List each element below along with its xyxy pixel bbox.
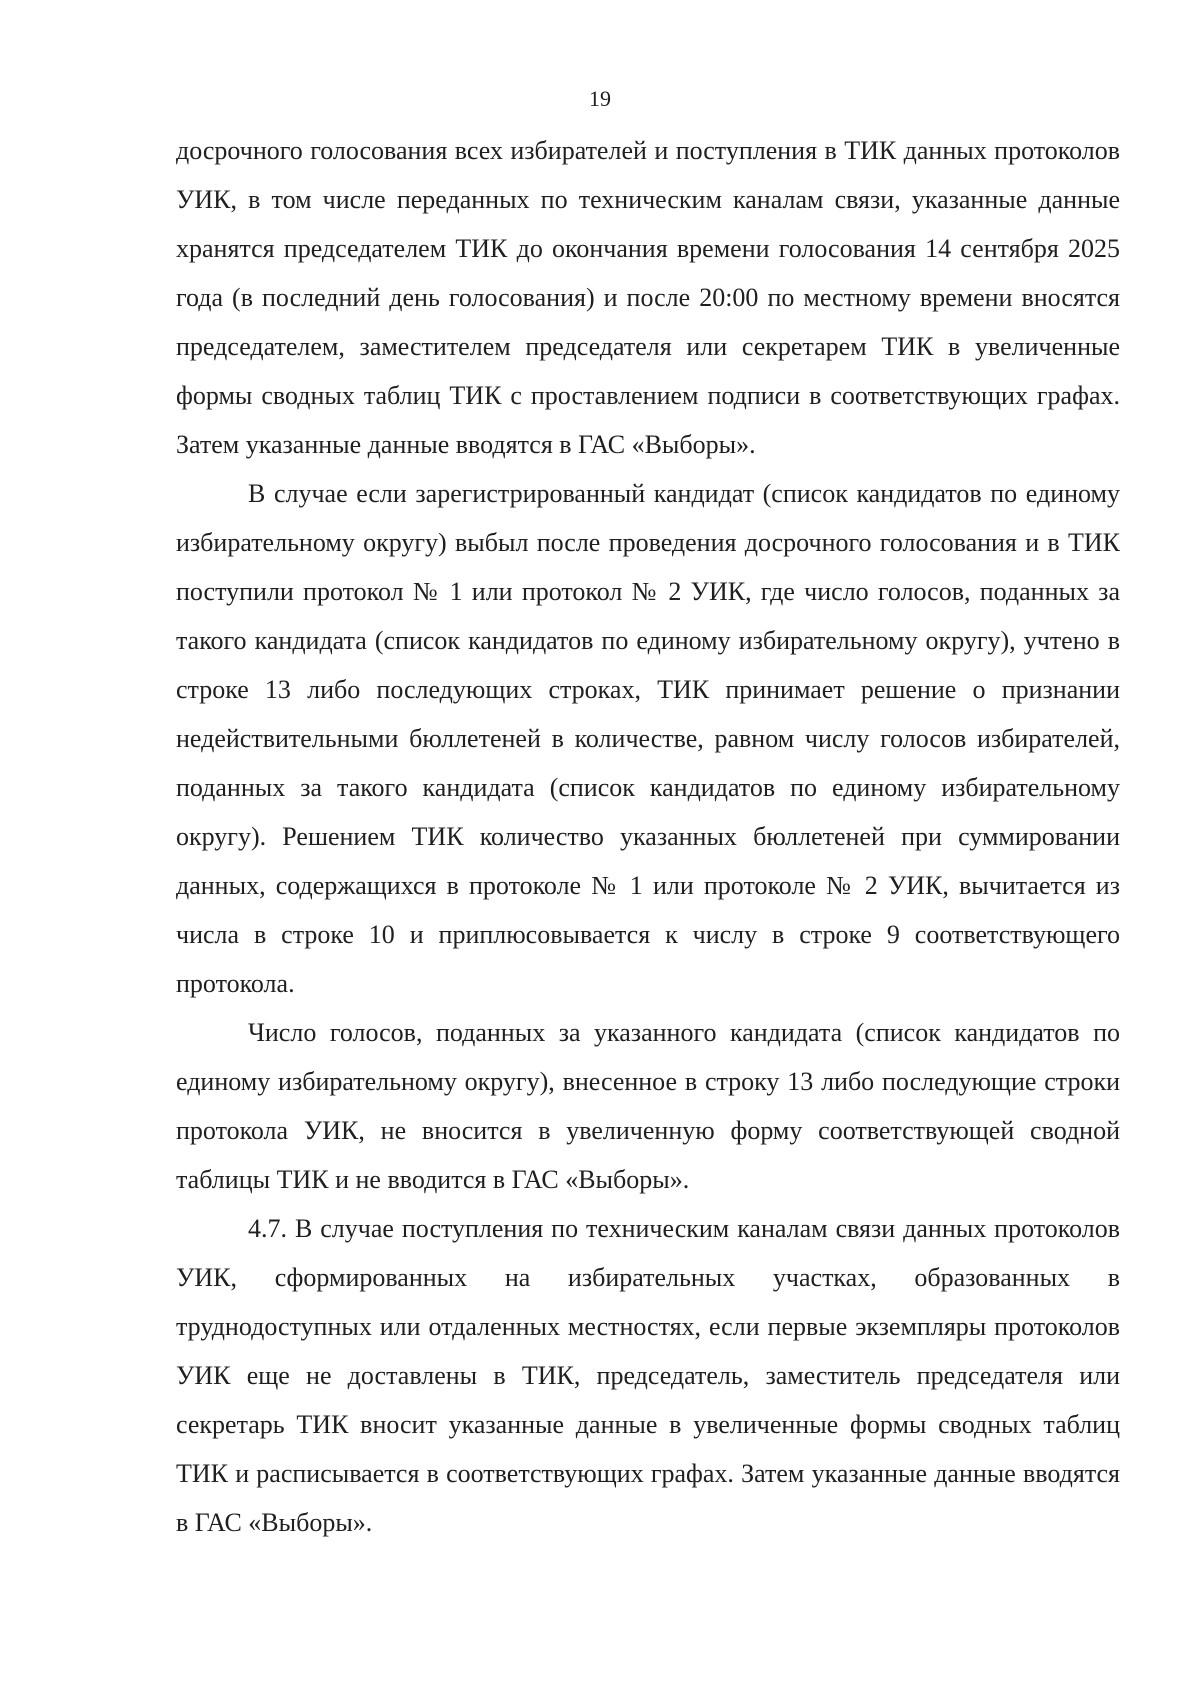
page-number: 19 xyxy=(589,86,611,111)
page-body xyxy=(176,126,1120,1547)
paragraph-continuation: досрочного голосования всех избирателей и поступления в ТИК данных протоколов УИК, в том числе переданных по техническим каналам связи, указанные данные хранятся председателем ТИК до окончания времени голосования 14 сентября 2025 года (в последний день голосования) и после 20:00 по местному времени вносятся председателем, заместителем председателя или секретарем ТИК в увеличенные формы сводных таблиц ТИК с проставлением подписи в соответствующих графах. Затем указанные данные вводятся в ГАС «Выборы». xyxy=(176,136,1120,459)
paragraph-withdrawn-candidate: В случае если зарегистрированный кандидат (список кандидатов по единому избирательному округу) выбыл после проведения досрочного голосования и в ТИК поступили протокол № 1 или протокол № 2 УИК, где число голосов, поданных за такого кандидата (список кандидатов по единому избирательному округу), учтено в строке 13 либо последующих строках, ТИК принимает решение о признании недействительными бюллетеней в количестве, равном числу голосов избирателей, поданных за такого кандидата (список кандидатов по единому избирательному округу). Решением ТИК количество указанных бюллетеней при суммировании данных, содержащихся в протоколе № 1 или протоколе № 2 УИК, вычитается из числа в строке 10 и приплюсовывается к числу в строке 9 соответствующего протокола. xyxy=(176,479,1120,998)
paragraph-votes-not-entered: Число голосов, поданных за указанного кандидата (список кандидатов по единому избирательному округу), внесенное в строку 13 либо последующие строки протокола УИК, не вносится в увеличенную форму соответствующей сводной таблицы ТИК и не вводится в ГАС «Выборы». xyxy=(176,1018,1120,1194)
paragraph-section-4-7: 4.7. В случае поступления по техническим каналам связи данных протоколов УИК, сформированных на избирательных участках, образованных в труднодоступных или отдаленных местностях, если первые экземпляры протоколов УИК еще не доставлены в ТИК, председатель, заместитель председателя или секретарь ТИК вносит указанные данные в увеличенные формы сводных таблиц ТИК и расписывается в соответствующих графах. Затем указанные данные вводятся в ГАС «Выборы». xyxy=(176,1214,1120,1537)
